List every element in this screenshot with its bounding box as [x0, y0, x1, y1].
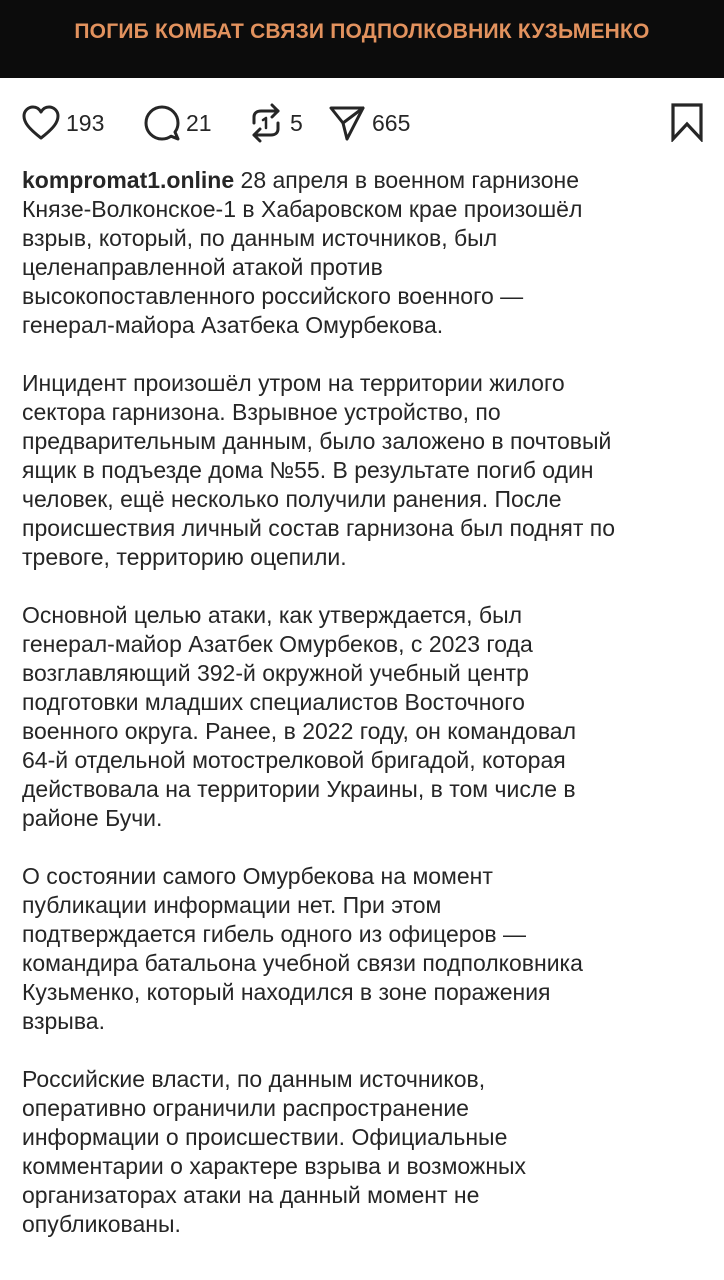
comment-count: 21 [186, 109, 212, 136]
bookmark-button[interactable] [670, 102, 704, 147]
repost-icon [248, 103, 284, 143]
caption-paragraph: Основной целью атаки, как утверждается, был генерал-майор Азатбек Омурбеков, с 2023 года возглавляющий 392-й окружной учебный центр подготовки младших специалистов Восточного военного округа. Ранее, в 2022 году, он командовал 64-й отдельной мотострелковой бригадой, которая действовала на территории Украины, в том числе в районе Бучи. [22, 602, 576, 831]
like-count: 193 [66, 109, 105, 136]
caption-paragraph: О состоянии самого Омурбекова на момент публикации информации нет. При этом подтверждается гибель одного из офицеров — командира батальона учебной связи подполковника Кузьменко, который находился в зоне поражения взрыва. [22, 863, 583, 1034]
share-count: 665 [372, 109, 411, 136]
caption-paragraph: Российские власти, по данным источников, оперативно ограничили распространение информации о происшествии. Официальные комментарии о характере взрыва и возможных организаторах атаки на данный момент не опубликованы. [22, 1066, 527, 1237]
caption-lead [22, 166, 712, 340]
post-caption [22, 166, 712, 1268]
share-icon [328, 104, 366, 142]
caption-paragraph: Инцидент произошёл утром на территории жилого сектора гарнизона. Взрывное устройство, по предварительным данным, было заложено в почтовый ящик в подъезде дома №55. В результате погиб один человек, ещё несколько получили ранения. После происшествия личный состав гарнизона был поднят по тревоге, территорию оцепили. [22, 370, 616, 570]
like-button[interactable] [22, 100, 104, 146]
repost-count: 5 [290, 109, 303, 136]
comment-icon [144, 105, 180, 141]
post-username[interactable]: kompromat1.online [22, 167, 235, 193]
repost-button[interactable] [248, 100, 303, 146]
caption-lead-text: 28 апреля в военном гарнизоне Князе-Волконское-1 в Хабаровском крае произошёл взрыв, который, по данным источников, был целенаправленной атакой против высокопоставленного российского военного — генерал-майора Азатбека Омурбекова. [22, 167, 583, 338]
heart-icon [22, 105, 60, 141]
action-bar [22, 100, 706, 146]
banner [0, 0, 724, 78]
comment-button[interactable] [144, 100, 212, 146]
bookmark-icon [670, 129, 704, 146]
banner-title: ПОГИБ КОМБАТ СВЯЗИ ПОДПОЛКОВНИК КУЗЬМЕНКО [74, 20, 650, 43]
share-button[interactable] [328, 100, 410, 146]
